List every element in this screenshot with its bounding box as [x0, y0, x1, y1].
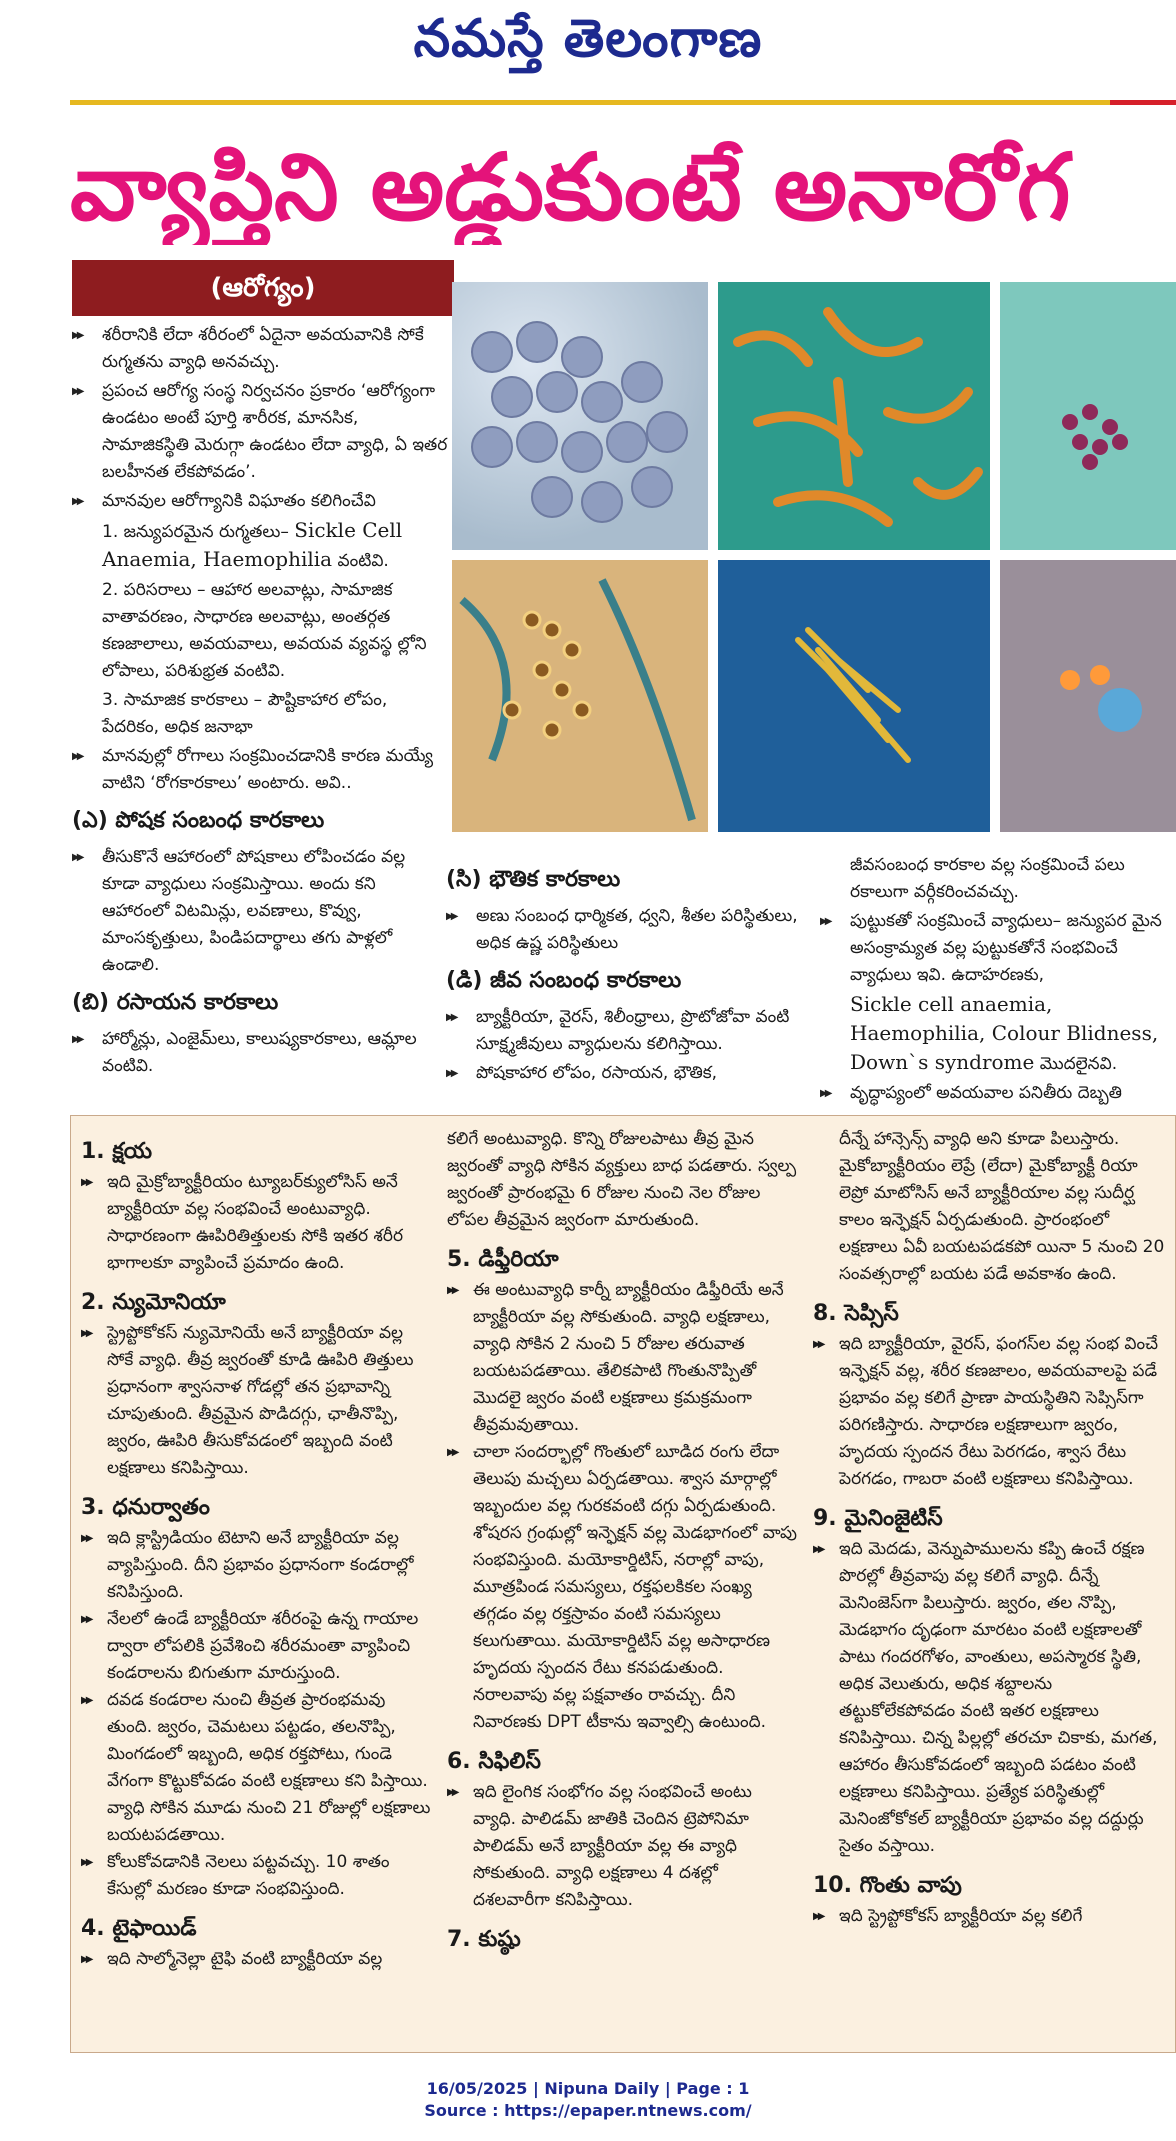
bullet: ▶▶ మానవుల్లో రోగాలు సంక్రమించడానికి కారణ మయ్యే వాటిని ‘రోగకారకాలు’ అంటారు. అవి..	[72, 743, 448, 797]
box-column-3	[813, 1126, 1165, 1930]
bullet: ▶▶ కోలుకోవడానికి నెలలు పట్టవచ్చు. 10 శాతం కేసుల్లో మరణం కూడా సంభవిస్తుంది.	[81, 1849, 431, 1903]
page-footer	[0, 2078, 1176, 2122]
right-column	[820, 852, 1172, 1109]
bullet: ▶▶ పుట్టుకతో సంక్రమించే వ్యాధులు– జన్యుపర మైన అసంక్రామ్యత వల్ల పుట్టుకతోనే సంభవించే వ్యాధులు ఇవి. ఉదాహరణకు,	[820, 908, 1172, 989]
bullet: ▶▶ నేలలో ఉండే బ్యాక్టీరియా శరీరంపై ఉన్న గాయాల ద్వారా లోపలికి ప్రవేశించి శరీరమంతా వ్యాపించి కండరాలను బిగుతుగా మారుస్తుంది.	[81, 1606, 431, 1687]
bullet: ▶▶ హార్మోన్లు, ఎంజైమ్‌లు, కాలుష్యకారకాలు, ఆమ్లాల వంటివి.	[72, 1026, 448, 1080]
subheading: (బి) రసాయన కారకాలు	[72, 990, 279, 1015]
bullet: ▶▶ అణు సంబంధ ధార్మికత, ధ్వని, శీతల పరిస్థితులు, అధిక ఉష్ణ పరిస్థితులు	[446, 903, 816, 957]
bullet: ▶▶ ఇది మైక్రోబ్యాక్టీరియం ట్యూబర్‌క్యులోసిస్ అనే బ్యాక్టీరియా వల్ల సంభవించే అంటువ్యాధి. సాధారణంగా ఊపిరితిత్తులకు సోకి ఇతర శరీర భాగాలకూ వ్యాపించే ప్రమాదం ఉంది.	[81, 1169, 431, 1277]
point: 1. జన్యుపరమైన రుగ్మతలు– Sickle Cell Anaemia, Haemophilia వంటివి.	[102, 518, 403, 571]
headline: వ్యాప్తిని అడ్డుకుంటే అనారోగ	[70, 134, 1071, 241]
subheading: (ఎ) పోషక సంబంధ కారకాలు	[72, 808, 325, 833]
bullet: ▶▶ తీసుకొనే ఆహారంలో పోషకాలు లోపించడం వల్ల కూడా వ్యాధులు సంక్రమిస్తాయి. అందు కని ఆహారంలో విటమిన్లు, లవణాలు, కొవ్వు, మాంసకృత్తులు, పిండిపదార్థాలు తగు పాళ్లలో ఉండాలి.	[72, 844, 448, 979]
english-list: Sickle cell anaemia, Haemophilia, Colour Blidness, Down`s syndrome మొదలైనవి.	[850, 992, 1159, 1074]
disease-heading: 7. కుష్ఠు	[447, 1927, 521, 1952]
disease-heading: 9. మైనింజైటిస్	[813, 1506, 943, 1531]
header-rule	[70, 100, 1110, 105]
bullet: ▶▶ ఇది క్లాస్ట్రిడియం టెటాని అనే బ్యాక్టీరియా వల్ల వ్యాపిస్తుంది. దీని ప్రభావం ప్రధానంగా కండరాల్లో కనిపిస్తుంది.	[81, 1525, 431, 1606]
left-column	[72, 322, 448, 1082]
bacteria-image	[718, 282, 990, 550]
continued-text: కలిగే అంటువ్యాధి. కొన్ని రోజులపాటు తీవ్ర మైన జ్వరంతో వ్యాధి సోకిన వ్యక్తులు బాధ పడతారు. స్వల్ప జ్వరంతో ప్రారంభమై 6 రోజుల నుంచి నెల రోజుల లోపల తీవ్రమైన జ్వరంగా మారుతుంది.	[447, 1129, 797, 1230]
bullet: ▶▶ ఇది సాల్మోనెల్లా టైఫి వంటి బ్యాక్టీరియా వల్ల	[81, 1946, 431, 1973]
section-banner: (ఆరోగ్యం)	[72, 260, 454, 316]
point: 2. పరిసరాలు – ఆహార అలవాట్లు, సామాజిక వాతావరణం, సాధారణ అలవాట్లు, అంతర్గత కణజాలాలు, అవయవాలు, అవయవ వ్యవస్థ ల్లోని లోపాలు, పరిశుభ్రత వంటివి.	[102, 580, 427, 681]
disease-heading: 1. క్షయ	[81, 1139, 153, 1164]
box-column-2	[447, 1126, 797, 1957]
bullet: ▶▶ ఇది స్ట్రెప్టోకోకస్ బ్యాక్టీరియా వల్ల కలిగే	[813, 1903, 1165, 1930]
point: 3. సామాజిక కారకాలు – పౌష్టికాహార లోపం, పేదరికం, అధిక జనాభా	[102, 690, 388, 737]
disease-heading: 3. ధనుర్వాతం	[81, 1495, 210, 1520]
continued-text: దీన్నే హాన్సెన్స్ వ్యాధి అని కూడా పిలుస్తారు. మైకోబ్యాక్టీరియం లెప్రే (లేదా) మైకోబ్యాక్టీ రియా లెప్రో మాటోసిస్ అనే బ్యాక్టీరియాల వల్ల సుదీర్ఘ కాలం ఇన్ఫెక్షన్ ఏర్పడుతుంది. ప్రారంభంలో లక్షణాలు ఏవీ బయటపడకపో యినా 5 నుంచి 20 సంవత్సరాల్లో బయట పడే అవకాశం ఉంది.	[839, 1129, 1165, 1284]
footer-source-line: Source : https://epaper.ntnews.com/	[424, 2101, 752, 2120]
bullet: ▶▶ ఇది లైంగిక సంభోగం వల్ల సంభవించే అంటు వ్యాధి. పాలిడమ్ జాతికి చెందిన ట్రెపోనిమా పాలిడమ్ అనే బ్యాక్టీరియా వల్ల ఈ వ్యాధి సోకుతుంది. వ్యాధి లక్షణాలు 4 దశల్లో దశలవారీగా కనిపిస్తాయి.	[447, 1779, 797, 1914]
text-line: జీవసంబంధ కారకాల వల్ల సంక్రమించే పలు రకాలుగా వర్గీకరించవచ్చు.	[850, 855, 1125, 902]
virus-cluster-image	[1000, 282, 1176, 550]
rod-bacteria-image	[718, 560, 990, 832]
bullet: ▶▶ వృద్ధాప్యంలో అవయవాల పనితీరు దెబ్బతి	[820, 1080, 1172, 1107]
bullet: ▶▶ చాలా సందర్భాల్లో గొంతులో బూడిద రంగు లేదా తెలుపు మచ్చలు ఏర్పడతాయి. శ్వాస మార్గాల్లో ఇబ్బందుల వల్ల గురకవంటి దగ్గు ఏర్పడుతుంది. శోషరస గ్రంథుల్లో ఇన్ఫెక్షన్ వల్ల మెడభాగంలో వాపు సంభవిస్తుంది. మయోకార్డిటిస్, నరాల్లో వాపు, మూత్రపిండ సమస్యలు, రక్తఫలకికల సంఖ్య తగ్గడం వల్ల రక్తస్రావం వంటి సమస్యలు కలుగుతాయి. మయోకార్డిటిస్ వల్ల అసాధారణ హృదయ స్పందన రేటు కనపడుతుంది. నరాలవాపు వల్ల పక్షవాతం రావచ్చు. దీని నివారణకు DPT టీకాను ఇవ్వాల్సి ఉంటుంది.	[447, 1439, 797, 1736]
bullet: ▶▶ ప్రపంచ ఆరోగ్య సంస్థ నిర్వచనం ప్రకారం ‘ఆరోగ్యంగా ఉండటం అంటే పూర్తి శారీరక, మానసిక, సామాజికస్థితి మెరుగ్గా ఉండటం లేదా వ్యాధి, ఏ ఇతర బలహీనత లేకపోవడం’.	[72, 378, 448, 486]
cell-infection-image	[452, 560, 708, 832]
disease-heading: 8. సెప్సిస్	[813, 1301, 899, 1326]
bullet: ▶▶ పోషకాహార లోపం, రసాయన, భౌతిక,	[446, 1060, 816, 1087]
bullet: ▶▶ స్ట్రెప్టోకోకస్ న్యుమోనియే అనే బ్యాక్టీరియా వల్ల సోకే వ్యాధి. తీవ్ర జ్వరంతో కూడి ఊపిరి తిత్తులు ప్రధానంగా శ్వాసనాళ గోడల్లో తన ప్రభావాన్ని చూపుతుంది. తీవ్రమైన పొడిదగ్గు, ఛాతీనొప్పి, జ్వరం, ఊపిరి తీసుకోవడంలో ఇబ్బంది వంటి లక్షణాలు కనిపిస్తాయి.	[81, 1320, 431, 1482]
bullet: ▶▶ మానవుల ఆరోగ్యానికి విఘాతం కలిగించేవి	[72, 488, 448, 515]
disease-heading: 2. న్యుమోనియా	[81, 1290, 226, 1315]
glowing-cell-image	[1000, 560, 1176, 832]
disease-heading: 6. సిఫిలిస్	[447, 1749, 541, 1774]
footer-date-line: 16/05/2025 | Nipuna Daily | Page : 1	[426, 2079, 750, 2098]
microscopy-image-grid	[452, 282, 1176, 832]
disease-heading: 5. డిఫ్తీరియా	[447, 1247, 559, 1272]
bullet: ▶▶ బ్యాక్టీరియా, వైరస్, శిలీంధ్రాలు, ప్రొటోజోవా వంటి సూక్ష్మజీవులు వ్యాధులను కలిగిస్తాయి.	[446, 1004, 816, 1058]
bullet: ▶▶ ఈ అంటువ్యాధి కార్నీ బ్యాక్టీరియం డిఫ్తీరియే అనే బ్యాక్టీరియా వల్ల సోకుతుంది. వ్యాధి లక్షణాలు, వ్యాధి సోకిన 2 నుంచి 5 రోజుల తరువాత బయటపడతాయి. తేలికపాటి గొంతునొప్పితో మొదలై జ్వరం వంటి లక్షణాలు క్రమక్రమంగా తీవ్రమవుతాయి.	[447, 1277, 797, 1439]
header-rule-red	[1110, 100, 1176, 105]
diseases-box	[70, 1115, 1176, 2053]
middle-column	[446, 856, 816, 1089]
bullet: ▶▶ ఇది బ్యాక్టీరియా, వైరస్, ఫంగస్‌ల వల్ల సంభ వించే ఇన్ఫెక్షన్ వల్ల, శరీర కణజాలం, అవయవాలపై పడే ప్రభావం వల్ల కలిగే ప్రాణా పాయస్థితిని సెప్సిస్‌గా పరిగణిస్తారు. సాధారణ లక్షణాలుగా జ్వరం, హృదయ స్పందన రేటు పెరగడం, శ్వాస రేటు పెరగడం, గాబరా వంటి లక్షణాలు కనిపిస్తాయి.	[813, 1331, 1165, 1493]
virus-image	[452, 282, 708, 550]
subheading: (సి) భౌతిక కారకాలు	[446, 867, 621, 892]
bullet: ▶▶ దవడ కండరాల నుంచి తీవ్రత ప్రారంభమవు తుంది. జ్వరం, చెమటలు పట్టడం, తలనొప్పి, మింగడంలో ఇబ్బంది, అధిక రక్తపోటు, గుండె వేగంగా కొట్టుకోవడం వంటి లక్షణాలు కని పిస్తాయి. వ్యాధి సోకిన మూడు నుంచి 21 రోజుల్లో లక్షణాలు బయటపడతాయి.	[81, 1687, 431, 1849]
disease-heading: 4. టైఫాయిడ్	[81, 1916, 197, 1941]
disease-heading: 10. గొంతు వాపు	[813, 1873, 962, 1898]
masthead-logo: నమస్తే తెలంగాణ	[413, 8, 763, 69]
box-column-1	[81, 1126, 431, 1973]
bullet: ▶▶ శరీరానికి లేదా శరీరంలో ఏదైనా అవయవానికి సోకే రుగ్మతను వ్యాధి అనవచ్చు.	[72, 322, 448, 376]
subheading: (డి) జీవ సంబంధ కారకాలు	[446, 968, 682, 993]
bullet: ▶▶ ఇది మెదడు, వెన్నుపాములను కప్పి ఉంచే రక్షణ పొరల్లో తీవ్రవాపు వల్ల కలిగే వ్యాధి. దీన్నే మెనింజెస్‌గా పిలుస్తారు. జ్వరం, తల నొప్పి, మెడభాగం దృఢంగా మారటం వంటి లక్షణాలతో పాటు గందరగోళం, వాంతులు, అపస్మారక స్థితి, అధిక వెలుతురు, అధిక శబ్దాలను తట్టుకోలేకపోవడం వంటి ఇతర లక్షణాలు కనిపిస్తాయి. చిన్న పిల్లల్లో తరచూ చికాకు, మగత, ఆహారం తీసుకోవడంలో ఇబ్బంది పడటం వంటి లక్షణాలు కనిపిస్తాయి. ప్రత్యేక పరిస్థితుల్లో మెనింజోకోకల్ బ్యాక్టీరియా ప్రభావం వల్ల దద్దుర్లు సైతం వస్తాయి.	[813, 1536, 1165, 1860]
